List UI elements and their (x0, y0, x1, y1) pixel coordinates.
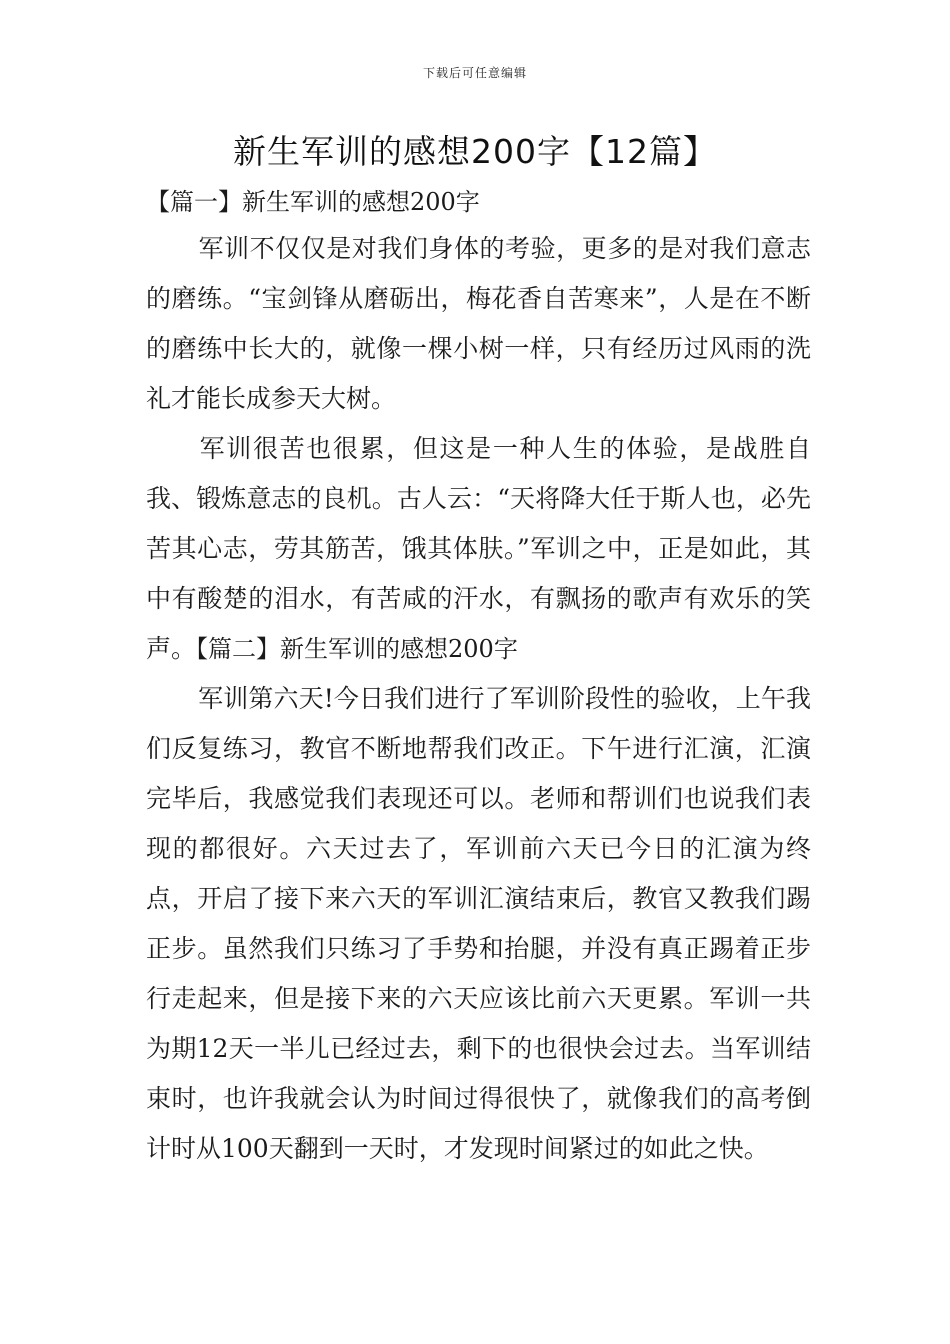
paragraph-1-text: 军训不仅仅是对我们身体的考验，更多的是对我们意志的磨练。“宝剑锋从磨砺出，梅花香自苦寒来”，人是在不断的磨练中长大的，就像一棵小树一样，只有经历过风雨的洗礼才能长成参天大树。 (146, 234, 811, 413)
section-heading-1: 【篇一】新生军训的感想200字 (146, 188, 480, 216)
paragraph-3 (146, 674, 811, 1174)
paragraph-2 (146, 424, 811, 674)
paragraph-3-text: 军训第六天!今日我们进行了军训阶段性的验收，上午我们反复练习，教官不断地帮我们改正。下午进行汇演，汇演完毕后，我感觉我们表现还可以。老师和帮训们也说我们表现的都很好。六天过去了，军训前六天已今日的汇演为终点，开启了接下来六天的军训汇演结束后，教官又教我们踢正步。虽然我们只练习了手势和抬腿，并没有真正踢着正步行走起来，但是接下来的六天应该比前六天更累。军训一共为期12天一半儿已经过去，剩下的也很快会过去。当军训结束时，也许我就会认为时间过得很快了，就像我们的高考倒计时从100天翻到一天时，才发现时间紧过的如此之快。 (146, 684, 811, 1163)
paragraph-1 (146, 224, 811, 424)
section-heading-2: 【篇二】新生军训的感想200字 (196, 635, 518, 663)
paragraph-2-text: 军训很苦也很累，但这是一种人生的体验，是战胜自我、锻炼意志的良机。古人云：“天将降大任于斯人也，必先苦其心志，劳其筋苦，饿其体肤。”军训之中，正是如此，其中有酸楚的泪水，有苦咸的汗水，有飘扬的歌声有欢乐的笑声。 (146, 434, 811, 663)
document-title: 新生军训的感想200字【12篇】 (233, 132, 717, 171)
header-note: 下载后可任意编辑 (422, 66, 527, 80)
